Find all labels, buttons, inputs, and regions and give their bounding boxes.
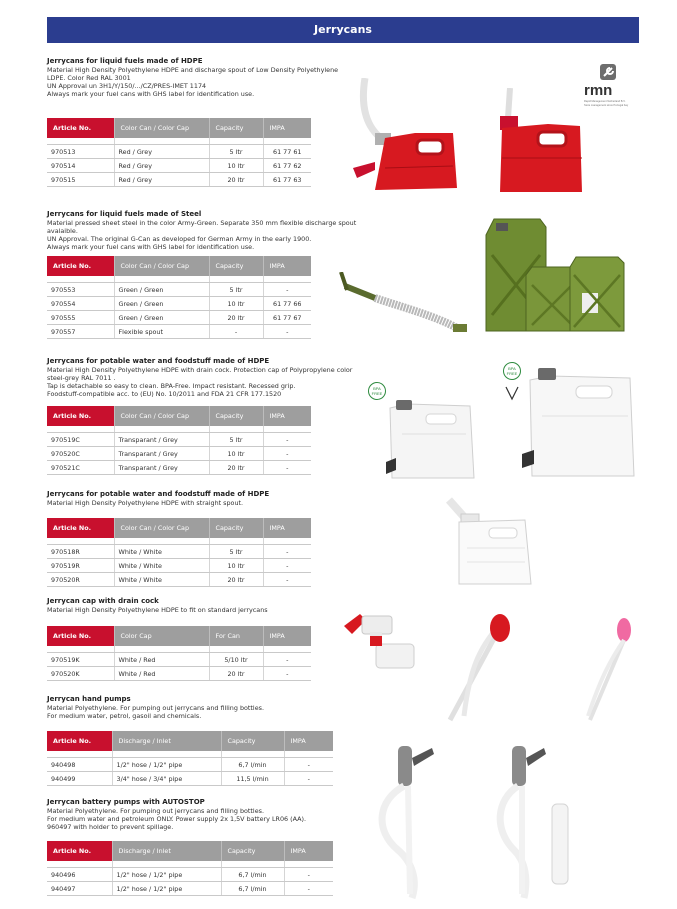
- table-header-row: Article No. Discharge / Inlet Capacity IMPA: [47, 731, 333, 751]
- table-row: 940497 1/2" hose / 1/2" pipe 6,7 l/min -: [47, 882, 333, 896]
- hand-pump-pink-image: [580, 610, 640, 725]
- table-row: 940498 1/2" hose / 1/2" pipe 6,7 l/min -: [47, 758, 333, 772]
- table-row: 970554 Green / Green 10 ltr 61 77 66: [47, 297, 311, 311]
- table-header-row: [47, 118, 311, 138]
- section-title: Jerrycan battery pumps with AUTOSTOP: [47, 798, 205, 806]
- col-color: Color Can / Color Cap: [114, 118, 209, 138]
- table-row: 970513 Red / Grey 5 ltr 61 77 61: [47, 145, 311, 159]
- table-header-row: Article No. Color Can / Color Cap Capacity IMPA: [47, 406, 311, 426]
- table-row: 970519K White / Red 5/10 ltr -: [47, 653, 311, 667]
- product-table-potable-straight: [47, 518, 311, 587]
- flexible-spout-image: [335, 272, 470, 342]
- table-header-row: Article No. Color Cap For Can IMPA: [47, 626, 311, 646]
- product-table-potable-drain: [47, 406, 311, 475]
- table-row: 970519C Transparant / Grey 5 ltr -: [47, 433, 311, 447]
- section-description: Material Polyethylene. For pumping out jerrycans and filling bottles. For medium water, petrol, gasoil and chemicals.: [47, 704, 264, 720]
- col-article: Article No.: [47, 118, 114, 138]
- rmn-logo: [584, 64, 644, 114]
- section-title: Jerrycans for potable water and foodstuff made of HDPE: [47, 490, 270, 498]
- section-potable-straight: [47, 490, 357, 507]
- section-description: Material Polyethylene. For pumping out jerrycans and filling bottles. For medium water and petroleum ONLY. Power supply 2x 1,5V battery LR06 (AA). 960497 with holder to prevent spillage.: [47, 807, 307, 831]
- section-description: Material High Density Polyethylene HDPE and discharge spout of Low Density Polyethylene LDPE. Color Red RAL 3001 UN Approval un 3H1/Y/150/.../CZ/PRES-IMET 1174 Always mark your fuel cans with GHS label for identification use.: [47, 66, 339, 98]
- table-row: 970555 Green / Green 20 ltr 61 77 67: [47, 311, 311, 325]
- hand-pump-red-image: [440, 606, 540, 726]
- table-row: 940499 3/4" hose / 3/4" pipe 11,5 l/min -: [47, 772, 333, 786]
- svg-text:BPA: BPA: [373, 386, 381, 391]
- table-row: 970514 Red / Grey 10 ltr 61 77 62: [47, 159, 311, 173]
- white-jerrycan-straight-spout-image: [445, 492, 540, 587]
- drain-cock-cap-image: [340, 606, 420, 672]
- table-row: 970520K White / Red 20 ltr -: [47, 667, 311, 681]
- battery-pump-image: [368, 740, 453, 900]
- product-table-hdpe-fuel: [47, 118, 311, 187]
- page-title: Jerrycans: [47, 17, 639, 43]
- svg-text:BPA: BPA: [508, 366, 516, 371]
- table-row: 970515 Red / Grey 20 ltr 61 77 63: [47, 173, 311, 187]
- product-table-battery-pumps: [47, 841, 333, 896]
- battery-pump-with-holder-image: [492, 740, 577, 900]
- red-jerrycan-with-spout-image: [345, 78, 465, 198]
- col-capacity: Capacity: [209, 118, 263, 138]
- table-row: 970520R White / White 20 ltr -: [47, 573, 311, 587]
- table-row: 970520C Transparant / Grey 10 ltr -: [47, 447, 311, 461]
- section-battery-pumps: [47, 798, 357, 831]
- steel-jerrycans-image: [482, 215, 632, 335]
- water-jerrycan-small-image: [382, 398, 477, 483]
- svg-text:Store management since Portuga: Store management since Portugal bay: [584, 104, 629, 107]
- svg-text:rmn: rmn: [584, 82, 613, 99]
- table-row: 970518R White / White 5 ltr -: [47, 545, 311, 559]
- section-description: Material pressed sheet steel in the color Army-Green. Separate 350 mm flexible discharge spout avalaible. UN Approval. The original G-Can as developed for German Army in the early 1900. Always mark your fuel cans with GHS label for identification use.: [47, 219, 357, 251]
- section-title: Jerrycans for potable water and foodstuff made of HDPE: [47, 357, 270, 365]
- section-cap-drain-cock: [47, 597, 357, 614]
- section-description: Material High Density Polyethylene HDPE with drain cock. Protection cap of Polypropylene color steel-grey RAL 7011 . Tap is detachable so easy to clean. BPA-Free. Impact resistant. Recessed grip. Foodstuff-compatible acc. to (EU) No. 10/2011 and FDA 21 CFR 177.1520: [47, 366, 353, 398]
- table-row: 970521C Transparant / Grey 20 ltr -: [47, 461, 311, 475]
- col-impa: IMPA: [263, 118, 311, 138]
- section-title: Jerrycan cap with drain cock: [47, 597, 159, 605]
- section-potable-drain: [47, 357, 357, 398]
- table-row: 970553 Green / Green 5 ltr -: [47, 283, 311, 297]
- section-hand-pumps: [47, 695, 357, 720]
- section-title: Jerrycans for liquid fuels made of HDPE: [47, 57, 203, 65]
- section-title: Jerrycans for liquid fuels made of Steel: [47, 210, 202, 218]
- table-header-row: Article No. Color Can / Color Cap Capacity IMPA: [47, 256, 311, 276]
- svg-text:FREE: FREE: [506, 371, 518, 376]
- bpa-free-badge: [503, 362, 521, 380]
- water-jerrycan-large-image: [520, 366, 640, 481]
- section-description: Material High Density Polyethylene HDPE to fit on standard jerrycans: [47, 606, 268, 614]
- section-hdpe-fuel: [47, 57, 357, 98]
- section-description: Material High Density Polyethylene HDPE with straight spout.: [47, 499, 244, 507]
- section-steel-fuel: [47, 210, 357, 251]
- product-table-hand-pumps: [47, 731, 333, 786]
- table-row: 970557 Flexible spout - -: [47, 325, 311, 339]
- product-table-steel-fuel: [47, 256, 311, 339]
- table-header-row: Article No. Discharge / Inlet Capacity IMPA: [47, 841, 333, 861]
- table-header-row: Article No. Color Can / Color Cap Capacity IMPA: [47, 518, 311, 538]
- product-table-cap-drain-cock: [47, 626, 311, 681]
- table-row: 970519R White / White 10 ltr -: [47, 559, 311, 573]
- spout-shape: [508, 88, 510, 118]
- section-title: Jerrycan hand pumps: [47, 695, 131, 703]
- svg-text:FREE: FREE: [371, 391, 383, 396]
- table-row: 940496 1/2" hose / 1/2" pipe 6,7 l/min -: [47, 868, 333, 882]
- food-safe-icon: [503, 385, 521, 401]
- svg-text:Rapid Management Netherland B.: Rapid Management Netherland B.V.: [584, 100, 626, 103]
